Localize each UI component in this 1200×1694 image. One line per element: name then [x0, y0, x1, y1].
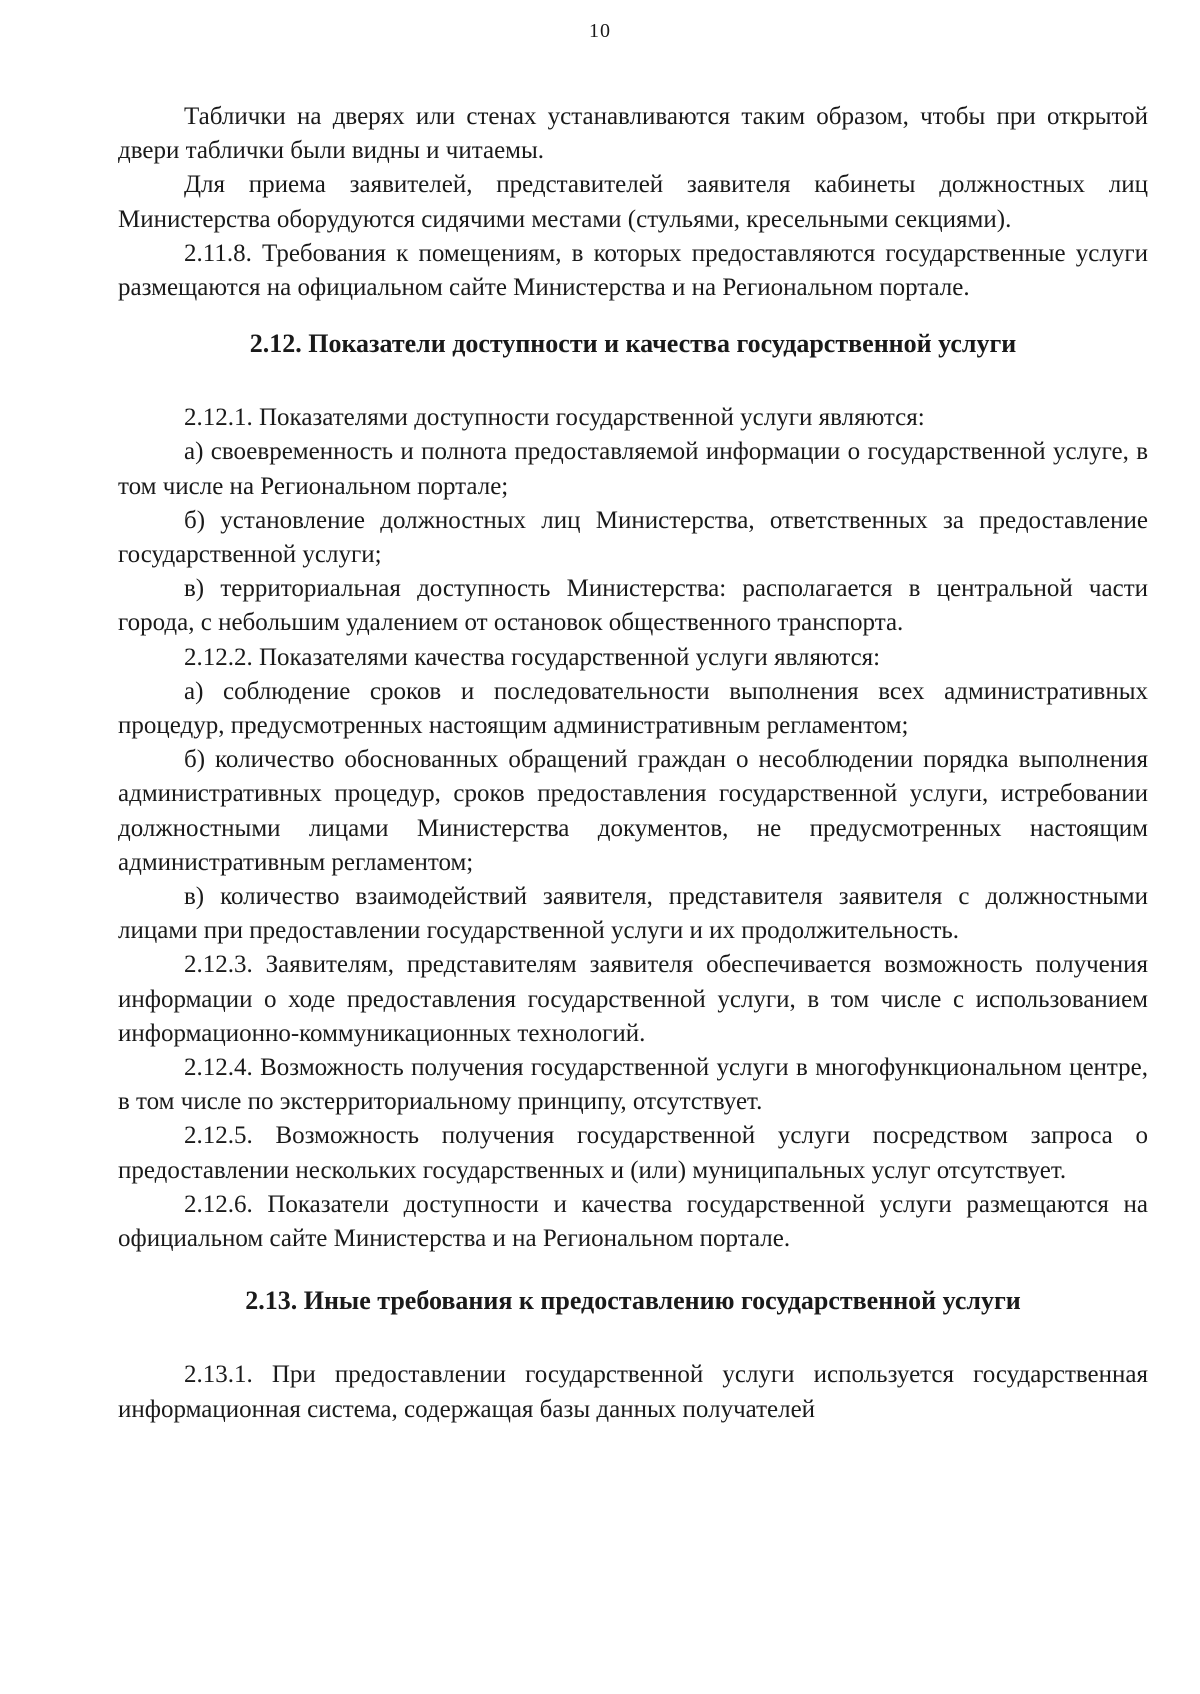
- paragraph-2-12-1-a: а) своевременность и полнота предоставляемой информации о государственной услуге, в том числе на Региональном портале;: [118, 438, 1148, 500]
- paragraph-2-12-2-b: б) количество обоснованных обращений граждан о несоблюдении порядка выполнения административных процедур, сроков предоставления государственной услуги, истребовании должностными лицами Министерства документов, не предусмотренных настоящим административным регламентом;: [118, 746, 1148, 876]
- section-heading-2-12: 2.12. Показатели доступности и качества государственной услуги: [249, 329, 1017, 359]
- paragraph-2-12-4: 2.12.4. Возможность получения государственной услуги в многофункциональном центре, в том числе по экстерриториальному принципу, отсутствует.: [118, 1054, 1148, 1116]
- paragraph-reception: Для приема заявителей, представителей заявителя кабинеты должностных лиц Министерства оборудуются сидячими местами (стульями, кресельными секциями).: [118, 171, 1148, 233]
- paragraph-2-12-2: 2.12.2. Показателями качества государственной услуги являются:: [184, 643, 881, 671]
- paragraph-2-12-2-a: а) соблюдение сроков и последовательности выполнения всех административных процедур, предусмотренных настоящим административным регламентом;: [118, 677, 1148, 740]
- paragraph-2-12-1: 2.12.1. Показателями доступности государственной услуги являются:: [184, 404, 925, 432]
- section-heading-2-13: 2.13. Иные требования к предоставлению государственной услуги: [245, 1286, 1021, 1316]
- paragraph-2-12-1-v: в) территориальная доступность Министерства: располагается в центральной части города, с небольшим удалением от остановок общественного транспорта.: [118, 575, 1148, 637]
- paragraph-2-12-2-v: в) количество взаимодействий заявителя, представителя заявителя с должностными лицами при предоставлении государственной услуги и их продолжительность.: [118, 883, 1148, 945]
- paragraph-2-12-5: 2.12.5. Возможность получения государственной услуги посредством запроса о предоставлении нескольких государственных и (или) муниципальных услуг отсутствует.: [118, 1122, 1148, 1184]
- paragraph-2-12-3: 2.12.3. Заявителям, представителям заявителя обеспечивается возможность получения информации о ходе предоставления государственной услуги, в том числе с использованием информационно-коммуникационных технологий.: [118, 951, 1148, 1047]
- paragraph-2-13-1: 2.13.1. При предоставлении государственной услуги используется государственная информационная система, содержащая базы данных получателей: [118, 1361, 1148, 1423]
- paragraph-2-12-1-b: б) установление должностных лиц Министерства, ответственных за предоставление государственной услуги;: [118, 506, 1148, 569]
- paragraph-2-12-6: 2.12.6. Показатели доступности и качества государственной услуги размещаются на официальном сайте Министерства и на Региональном портале.: [118, 1190, 1148, 1253]
- page-number: 10: [589, 20, 611, 42]
- paragraph-signs: Таблички на дверях или стенах устанавливаются таким образом, чтобы при открытой двери таблички были видны и читаемы.: [118, 103, 1148, 165]
- document-body: [118, 100, 1148, 1427]
- paragraph-2-11-8: 2.11.8. Требования к помещениям, в которых предоставляются государственные услуги размещаются на официальном сайте Министерства и на Региональном портале.: [118, 239, 1148, 302]
